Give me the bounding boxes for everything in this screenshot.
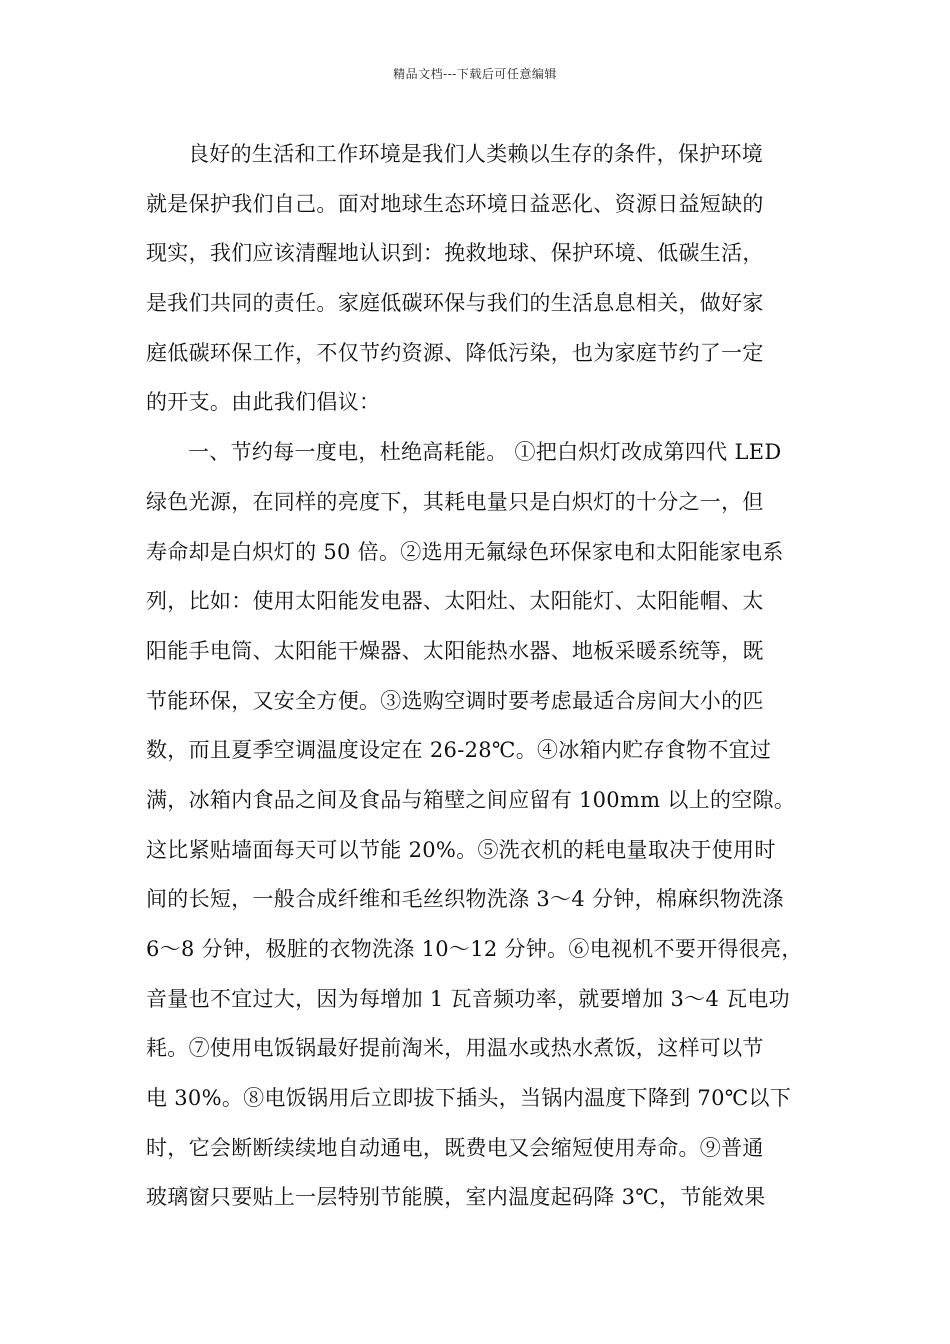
text-line: 绿色光源，在同样的亮度下，其耗电量只是白炽灯的十分之一，但 (146, 489, 764, 514)
page-header: 精品文档---下载后可任意编辑 (393, 67, 557, 81)
text-line: 满，冰箱内食品之间及食品与箱壁之间应留有 100mm 以上的空隙。 (146, 787, 796, 812)
text-line: 耗。⑦使用电饭锅最好提前淘米，用温水或热水煮饭，这样可以节 (146, 1036, 764, 1061)
text-line: 节能环保，又安全方便。③选购空调时要考虑最适合房间大小的匹 (146, 688, 764, 713)
text-line: 数，而且夏季空调温度设定在 26-28℃。④冰箱内贮存食物不宜过 (146, 738, 772, 763)
text-line: 现实，我们应该清醒地认识到：挽救地球、保护环境、低碳生活， (146, 241, 764, 266)
text-line: 间的长短，一般合成纤维和毛丝织物洗涤 3～4 分钟，棉麻织物洗涤 (146, 887, 784, 912)
text-line: 寿命却是白炽灯的 50 倍。②选用无氟绿色环保家电和太阳能家电系 (146, 539, 784, 564)
text-line: 时，它会断断续续地自动通电，既费电又会缩短使用寿命。⑨普通 (146, 1135, 764, 1160)
text-line: 就是保护我们自己。面对地球生态环境日益恶化、资源日益短缺的 (146, 191, 764, 216)
text-line: 庭低碳环保工作，不仅节约资源、降低污染，也为家庭节约了一定 (146, 340, 764, 365)
text-line: 电 30%。⑧电饭锅用后立即拔下插头，当锅内温度下降到 70℃以下 (146, 1086, 792, 1111)
text-line: 一、节约每一度电，杜绝高耗能。 ①把白炽灯改成第四代 LED (188, 440, 782, 465)
text-line: 是我们共同的责任。家庭低碳环保与我们的生活息息相关，做好家 (146, 291, 764, 316)
paragraph-intro (146, 130, 810, 428)
paragraph-electricity (146, 428, 810, 1223)
text-line: 良好的生活和工作环境是我们人类赖以生存的条件，保护环境 (188, 142, 764, 166)
document-body (146, 130, 810, 1223)
text-line: 6～8 分钟，极脏的衣物洗涤 10～12 分钟。⑥电视机不要开得很亮， (146, 937, 803, 961)
text-line: 阳能手电筒、太阳能干燥器、太阳能热水器、地板采暖系统等，既 (146, 638, 764, 663)
text-line: 的开支。由此我们倡议： (146, 390, 381, 415)
text-line: 列，比如：使用太阳能发电器、太阳灶、太阳能灯、太阳能帽、太 (146, 589, 764, 614)
text-line: 这比紧贴墙面每天可以节能 20%。⑤洗衣机的耗电量取决于使用时 (146, 837, 776, 862)
text-line: 玻璃窗只要贴上一层特别节能膜，室内温度起码降 3℃，节能效果 (146, 1185, 766, 1210)
text-line: 音量也不宜过大，因为每增加 1 瓦音频功率，就要增加 3～4 瓦电功 (146, 986, 790, 1011)
